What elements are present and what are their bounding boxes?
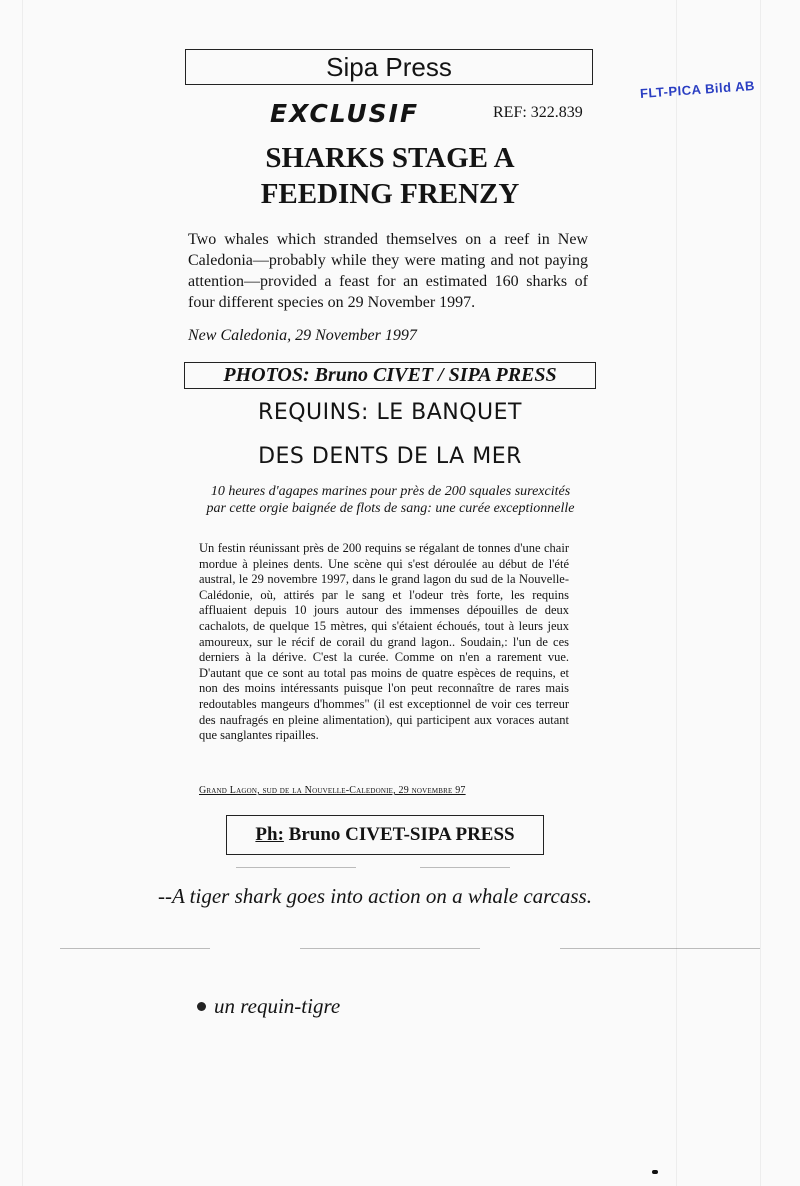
headline-line-2: FEEDING FRENZY (260, 178, 520, 210)
french-title-line-1: REQUINS: LE BANQUET (258, 400, 522, 425)
credit-name: Bruno CIVET-SIPA PRESS (288, 824, 515, 845)
english-photo-caption: --A tiger shark goes into action on a whale carcass. (158, 884, 592, 908)
french-subtitle: 10 heures d'agapes marines pour près de 200 squales surexcités par cette orgie baignée de flots de sang: une curée exceptionnelle (206, 484, 575, 516)
photo-credit-box (184, 362, 596, 389)
divider (560, 948, 760, 949)
scan-streak (22, 0, 23, 1186)
english-summary: Two whales which stranded themselves on a reef in New Caledonia—probably while they were mating and not paying attention—provided a feast for an estimated 160 sharks of four different species on 29 November 1997. (188, 231, 588, 311)
exclusive-label: EXCLUSIF (270, 99, 420, 128)
divider (300, 948, 480, 949)
credit-prefix: Ph: (255, 824, 284, 845)
french-caption-text: un requin-tigre (214, 994, 341, 1018)
divider (60, 948, 210, 949)
agency-title-box (185, 49, 593, 85)
scan-speck (652, 1170, 658, 1174)
photo-credit: PHOTOS: Bruno CIVET / SIPA PRESS (223, 364, 557, 386)
dateline: New Caledonia, 29 November 1997 (188, 327, 417, 344)
photographer-credit-box (226, 815, 544, 855)
agency-name: Sipa Press (326, 52, 452, 82)
location-caption: Grand Lagon, sud de la Nouvelle-Caledonie, 29 novembre 97 (199, 785, 466, 796)
french-body-text: Un festin réunissant près de 200 requins se régalant de tonnes d'une chair mordue à pleines dents. Une scène qui s'est déroulée au début de l'été austral, le 29 novembre 1997, dans le grand lagon du sud de la Nouvelle-Calédonie, où, attirés par le sang et l'odeur très forte, les requins affluaient depuis 10 jours autour des immenses dépouilles de deux cachalots, de quelque 15 mètres, qui s'étaient échoués, tout à leurs jeux amoureux, sur le récif de corail du grand lagon.. Soudain,: l'un de ces derniers à la dérive. C'est la curée. Comme on n'en a rarement vue. D'autant que ce sont au total pas moins de quatre espèces de requins, et non des moins intéressants puisque l'on peut reconnaître de rares mais redoutables mangeurs d'hommes" (il est exceptionnel de voir ces terreur des naufragés en pleine alimentation), qui participent aux voraces autant que sanglantes ripailles. (199, 541, 569, 743)
reference-number: REF: 322.839 (493, 104, 583, 121)
headline-line-1: SHARKS STAGE A (265, 142, 515, 174)
english-headline (190, 140, 590, 212)
french-title-line-2: DES DENTS DE LA MER (258, 444, 522, 469)
french-photo-caption (197, 994, 340, 1019)
divider (236, 867, 356, 868)
archive-stamp: FLT-PICA Bild AB (639, 77, 756, 101)
scan-streak (760, 0, 761, 1186)
scan-streak (676, 0, 677, 1186)
divider (420, 867, 510, 868)
bullet-icon (197, 1002, 206, 1011)
